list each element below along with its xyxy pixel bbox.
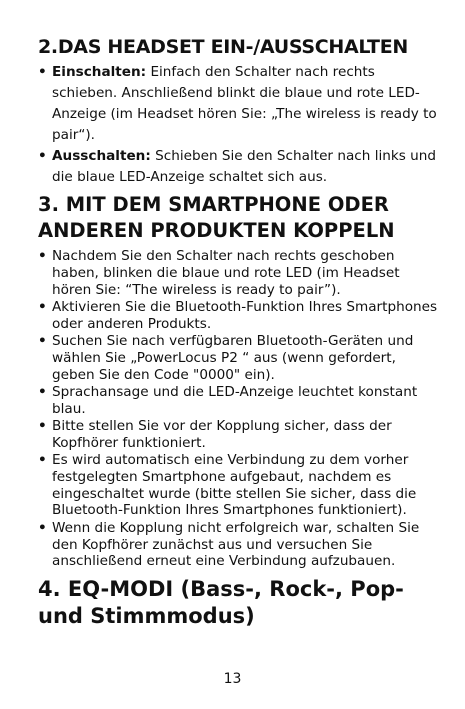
- item-text: Schieben Sie den Schalter nach links und die blaue LED-Anzeige schaltet sich aus.: [52, 148, 436, 185]
- section-4-heading: 4. EQ-MODI (Bass-, Rock-, Pop- und Stimmmodus): [38, 577, 404, 629]
- list-item: • Es wird automatisch eine Verbindung zu dem vorher festgelegten Smartphone aufgebaut, nachdem es eingeschaltet wurde (bitte stellen Sie sicher, dass die Bluetooth-Funktion Ihres Smartphones funktioniert).: [38, 452, 438, 519]
- list-item: • Suchen Sie nach verfügbaren Bluetooth-Geräten und wählen Sie „PowerLocus P2 “ aus (wenn gefordert, geben Sie den Code "0000" ein).: [38, 333, 438, 383]
- list-item: • Sprachansage und die LED-Anzeige leuchtet konstant blau.: [38, 384, 438, 418]
- list-item: • Aktivieren Sie die Bluetooth-Funktion Ihres Smartphones oder anderen Produkts.: [38, 299, 438, 333]
- section-3-list: [38, 248, 438, 570]
- list-item: • Wenn die Kopplung nicht erfolgreich war, schalten Sie den Kopfhörer zunächst aus und versuchen Sie anschließend erneut eine Verbindung aufzubauen.: [38, 520, 438, 570]
- manual-page: [38, 34, 438, 630]
- item-lead: Ausschalten:: [52, 148, 151, 164]
- item-lead: Einschalten:: [52, 64, 147, 80]
- list-item: • Nachdem Sie den Schalter nach rechts geschoben haben, blinken die blaue und rote LED (im Headset hören Sie: “The wireless is ready to pair”).: [38, 248, 438, 298]
- section-2-heading: 2.DAS HEADSET EIN-/AUSSCHALTEN: [38, 36, 408, 58]
- section-2-list: [38, 62, 438, 188]
- list-item: • Bitte stellen Sie vor der Kopplung sicher, dass der Kopfhörer funktioniert.: [38, 418, 438, 452]
- page-number: 13: [223, 671, 242, 687]
- list-item: [38, 146, 438, 188]
- item-text: Einfach den Schalter nach rechts schieben. Anschließend blinkt die blaue und rote LED-Anzeige (im Headset hören Sie: „The wireless is ready to pair“).: [52, 64, 437, 143]
- section-3-heading: 3. MIT DEM SMARTPHONE ODER ANDEREN PRODUKTEN KOPPELN: [38, 193, 395, 242]
- list-item: [38, 62, 438, 146]
